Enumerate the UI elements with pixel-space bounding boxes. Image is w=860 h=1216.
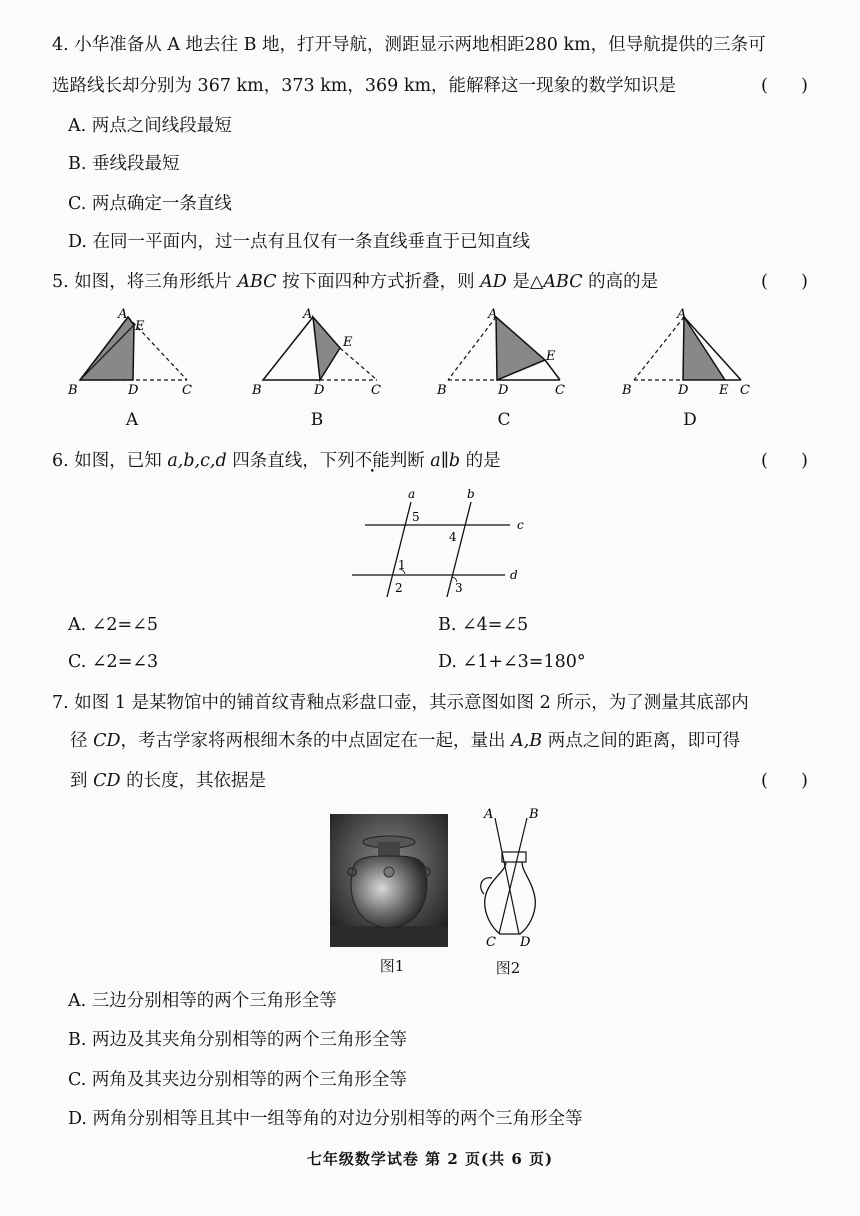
q4-option-d: D. 在同一平面内，过一点有且仅有一条直线垂直于已知直线 xyxy=(68,232,531,252)
svg-text:E: E xyxy=(719,383,729,398)
svg-text:B: B xyxy=(437,383,447,398)
svg-text:d: d xyxy=(510,568,518,582)
q6-option-b: B. ∠4=∠5 xyxy=(438,615,529,635)
svg-text:A: A xyxy=(677,307,687,322)
q7-stem-line2: 径 CD，考古学家将两根细木条的中点固定在一起，量出 A,B 两点之间的距离，即可得 xyxy=(70,731,741,751)
q7-option-a: A. 三边分别相等的两个三角形全等 xyxy=(68,991,337,1011)
q7-vase-photo xyxy=(330,814,448,947)
q5-figure-a xyxy=(67,307,192,398)
q6-answer-bracket: ( ) xyxy=(760,451,808,471)
q5-figure-b xyxy=(251,307,381,398)
svg-text:D: D xyxy=(520,935,531,950)
q7-stem-line1: 7. 如图 1 是某物馆中的铺首纹青釉点彩盘口壶，其示意图如图 2 所示，为了测量其底部内 xyxy=(52,693,749,713)
svg-text:C: C xyxy=(740,383,750,398)
svg-text:B: B xyxy=(252,383,262,398)
svg-text:a: a xyxy=(408,487,416,501)
q5-figure-c xyxy=(436,307,565,398)
q6-stem: 6. 如图，已知 a,b,c,d 四条直线，下列不能判断 a∥b 的是 xyxy=(52,451,501,471)
q5-figure-d-label: D xyxy=(683,410,697,430)
q4-option-b: B. 垂线段最短 xyxy=(68,154,180,174)
svg-text:B: B xyxy=(68,383,78,398)
svg-text:3: 3 xyxy=(455,581,463,595)
q6-emphasis: 不能 xyxy=(354,451,390,471)
svg-text:D: D xyxy=(678,383,689,398)
q7-option-d: D. 两角分别相等且其中一组等角的对边分别相等的两个三角形全等 xyxy=(68,1109,583,1129)
svg-text:A: A xyxy=(118,307,128,322)
q7-stem-line3: 到 CD 的长度，其依据是 xyxy=(70,771,267,791)
q5-figure-c-label: C xyxy=(497,410,511,430)
q7-option-b: B. 两边及其夹角分别相等的两个三角形全等 xyxy=(68,1030,407,1050)
q7-option-c: C. 两角及其夹边分别相等的两个三角形全等 xyxy=(68,1070,407,1090)
q7-figure2-label: 图2 xyxy=(495,959,521,977)
svg-text:C: C xyxy=(486,935,496,950)
svg-text:4: 4 xyxy=(449,530,457,544)
q5-stem: 5. 如图，将三角形纸片 ABC 按下面四种方式折叠，则 AD 是△ABC 的高的是 xyxy=(52,272,659,292)
svg-text:C: C xyxy=(555,383,565,398)
q7-figure1-label: 图1 xyxy=(379,957,405,975)
svg-text:A: A xyxy=(488,307,498,322)
svg-text:D: D xyxy=(128,383,139,398)
svg-text:E: E xyxy=(546,349,556,364)
q4-stem-line2: 选路线长却分别为 367 km，373 km，369 km，能解释这一现象的数学知识是 xyxy=(52,76,677,96)
q7-answer-bracket: ( ) xyxy=(760,771,808,791)
svg-text:B: B xyxy=(622,383,632,398)
svg-text:E: E xyxy=(135,319,145,334)
q7-schematic xyxy=(470,806,550,951)
q4-option-a: A. 两点之间线段最短 xyxy=(68,116,232,136)
q5-figure-d xyxy=(621,307,750,398)
q5-figure-a-label: A xyxy=(125,410,139,430)
svg-text:C: C xyxy=(182,383,192,398)
q6-option-a: A. ∠2=∠5 xyxy=(68,615,159,635)
svg-text:1: 1 xyxy=(398,558,406,572)
q6-figure xyxy=(340,485,540,600)
q6-option-c: C. ∠2=∠3 xyxy=(68,652,159,672)
svg-text:D: D xyxy=(498,383,509,398)
q5-figure-b-label: B xyxy=(310,410,324,430)
q6-option-d: D. ∠1+∠3=180° xyxy=(438,652,586,672)
svg-text:b: b xyxy=(467,487,475,501)
svg-text:C: C xyxy=(371,383,381,398)
q4-stem-line1: 4. 小华准备从 A 地去往 B 地，打开导航，测距显示两地相距280 km，但导航提供的三条可 xyxy=(52,35,766,55)
svg-text:A: A xyxy=(303,307,313,322)
svg-text:A: A xyxy=(484,807,494,822)
svg-text:D: D xyxy=(314,383,325,398)
svg-text:2: 2 xyxy=(395,581,403,595)
svg-text:B: B xyxy=(529,807,539,822)
q5-figures xyxy=(0,300,860,405)
q4-option-c: C. 两点确定一条直线 xyxy=(68,194,232,214)
svg-text:c: c xyxy=(517,518,524,532)
svg-text:E: E xyxy=(343,335,353,350)
q5-answer-bracket: ( ) xyxy=(760,272,808,292)
page-footer: 七年级数学试卷 第 2 页(共 6 页) xyxy=(306,1150,554,1168)
q4-answer-bracket: ( ) xyxy=(760,76,808,96)
svg-text:5: 5 xyxy=(412,510,420,524)
